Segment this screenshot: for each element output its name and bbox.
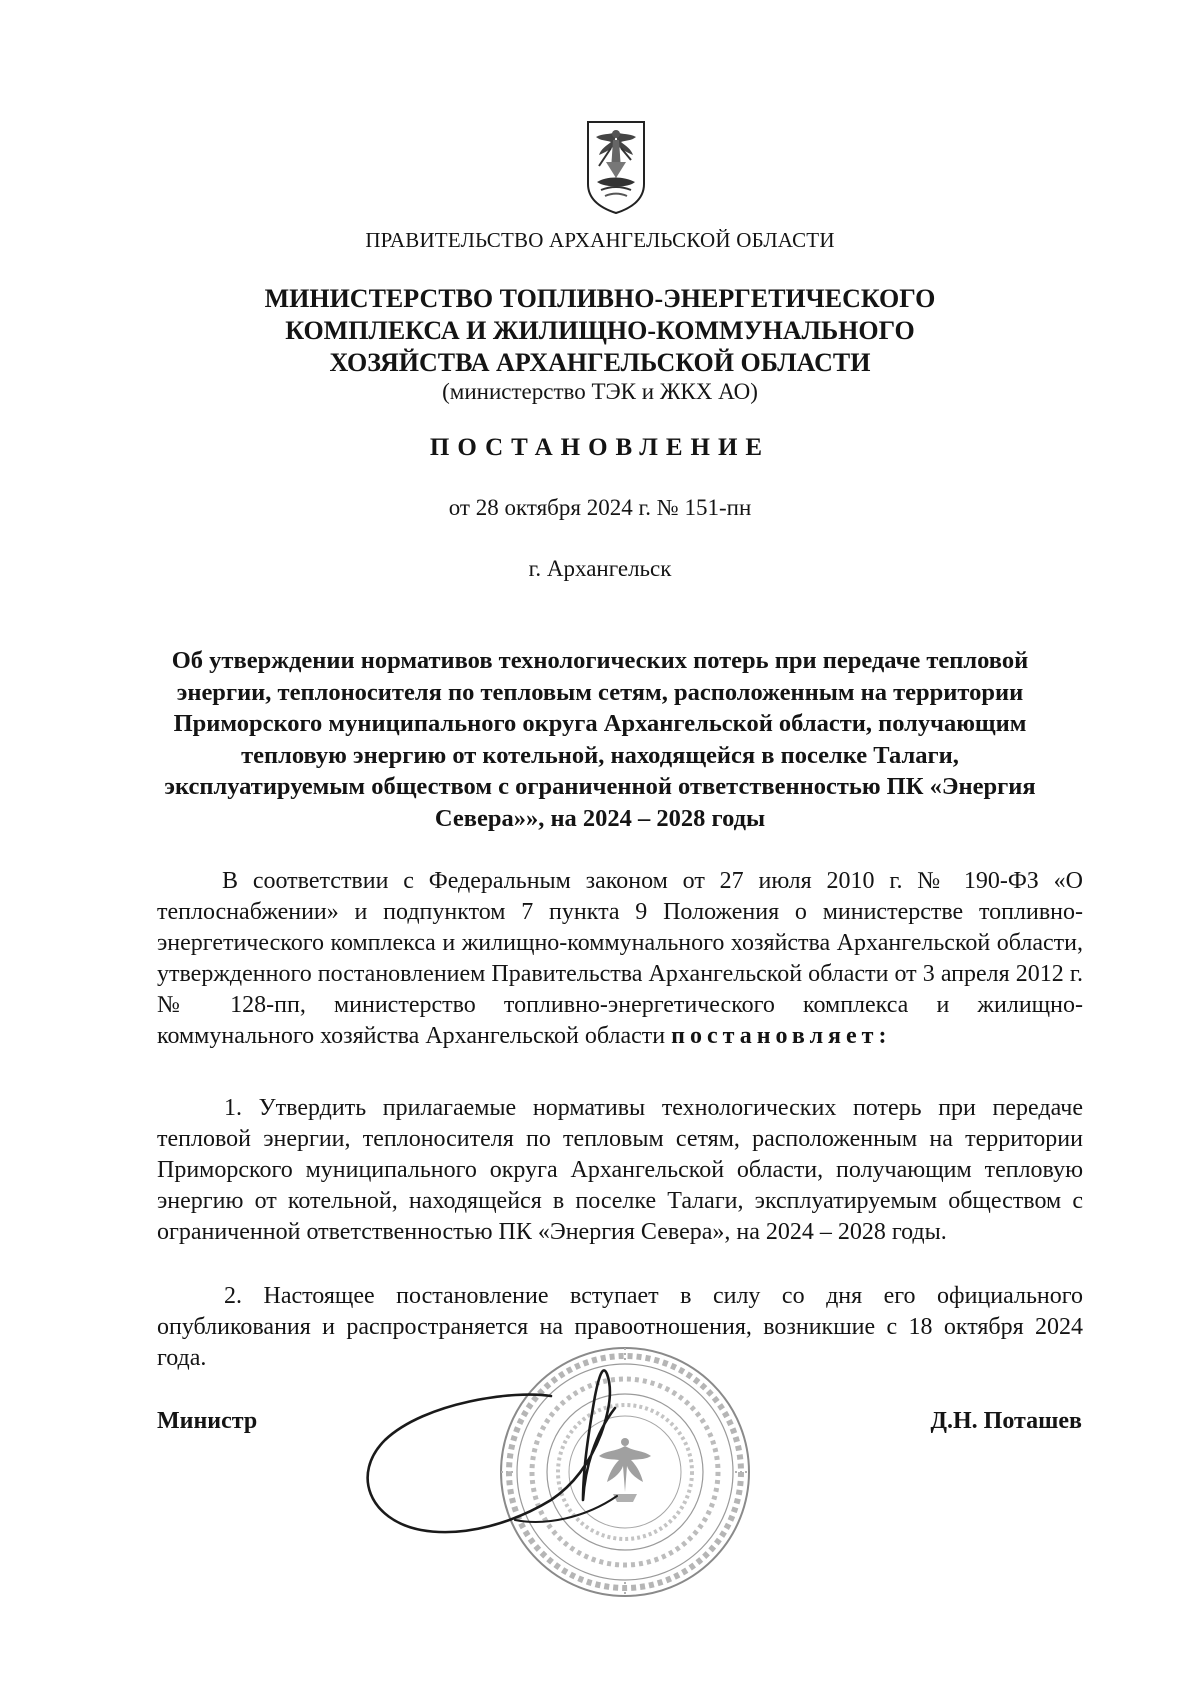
ministry-name xyxy=(0,283,1200,379)
handwritten-signature-icon xyxy=(355,1350,715,1600)
decree-item-1: 1. Утвердить прилагаемые нормативы технологических потерь при передаче тепловой энергии, теплоносителя по тепловым сетям, расположенным на территории Приморского муниципального округа Архангельской области, получающим тепловую энергию от котельной, находящейся в поселке Талаги, эксплуатируемым обществом с ограниченной ответственностью ПК «Энергия Севера», на 2024 – 2028 годы. xyxy=(157,1095,1083,1245)
document-title: Об утверждении нормативов технологических потерь при передаче тепловой энергии, теплоносителя по тепловым сетям, расположенным на территории Приморского муниципального округа Архангельской области, получающим тепловую энергию от котельной, находящейся в поселке Талаги, эксплуатируемым обществом с ограниченной ответственностью ПК «Энергия Севера»», на 2024 – 2028 годы xyxy=(164,647,1036,832)
signatory-name: Д.Н. Поташев xyxy=(930,1408,1082,1434)
ministry-line: ХОЗЯЙСТВА АРХАНГЕЛЬСКОЙ ОБЛАСТИ xyxy=(329,348,871,377)
ministry-short-name: (министерство ТЭК и ЖКХ АО) xyxy=(442,379,758,404)
decree-word: постановляет: xyxy=(671,1023,892,1049)
document-date-number: от 28 октября 2024 г. № 151-пн xyxy=(448,495,752,520)
ministry-line: МИНИСТЕРСТВО ТОПЛИВНО-ЭНЕРГЕТИЧЕСКОГО xyxy=(264,284,936,313)
document-type: ПОСТАНОВЛЕНИЕ xyxy=(429,434,771,461)
preamble-text: В соответствии с Федеральным законом от 27 июля 2010 г. № 190-ФЗ «О теплоснабжении» и подпунктом 7 пункта 9 Положения о министерстве топливно-энергетического комплекса и жилищно-коммунального хозяйства Архангельской области, утвержденного постановлением Правительства Архангельской области от 3 апреля 2012 г. № 128-пп, министерство топливно-энергетического комплекса и жилищно-коммунального хозяйства Архангельской области xyxy=(157,868,1083,1049)
government-name: ПРАВИТЕЛЬСТВО АРХАНГЕЛЬСКОЙ ОБЛАСТИ xyxy=(365,228,835,252)
ministry-line: КОМПЛЕКСА И ЖИЛИЩНО-КОММУНАЛЬНОГО xyxy=(285,316,915,345)
preamble-paragraph xyxy=(157,866,1083,1052)
coat-of-arms-icon xyxy=(585,118,647,216)
document-city: г. Архангельск xyxy=(528,556,672,581)
signatory-position: Министр xyxy=(157,1408,258,1434)
decree-item-2: 2. Настоящее постановление вступает в силу со дня его официального опубликования и распространяется на правоотношения, возникшие с 18 октября 2024 года. xyxy=(157,1283,1083,1371)
